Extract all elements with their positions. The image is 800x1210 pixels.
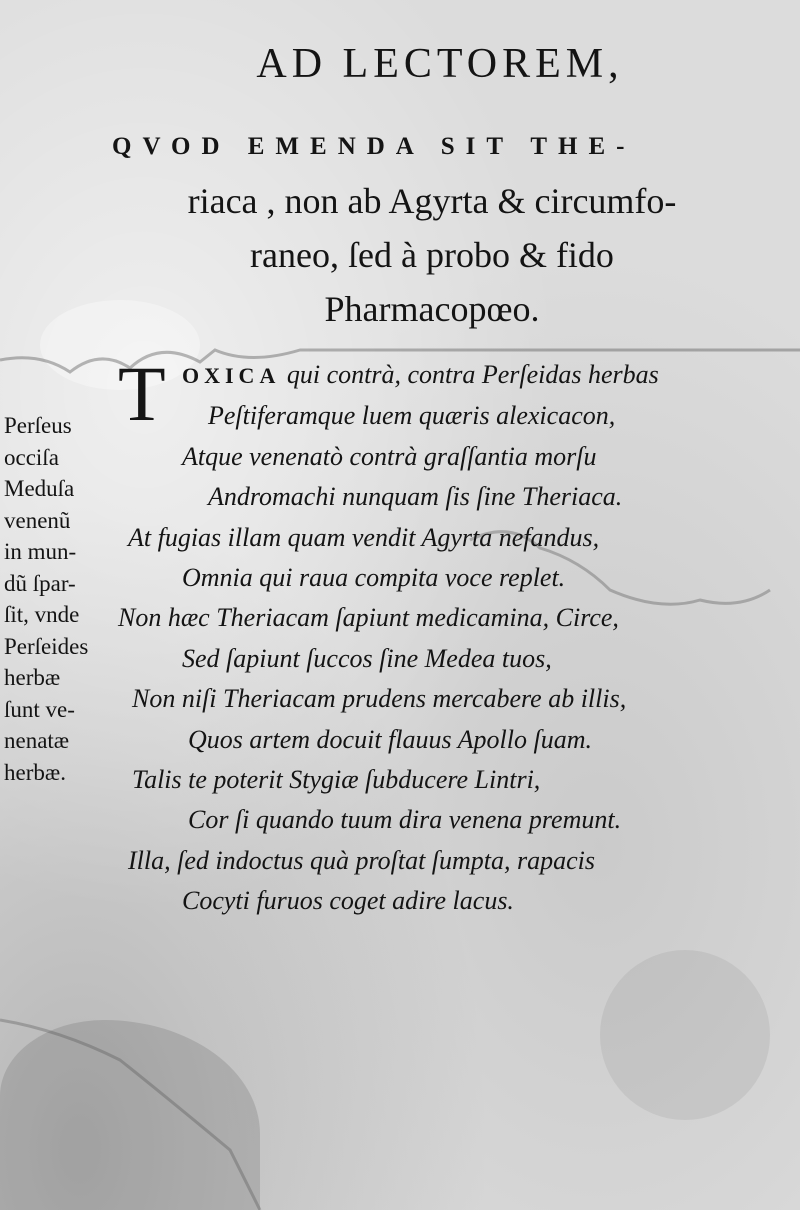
poem-line: Cocyti furuos coget adire lacus. (182, 886, 514, 916)
margin-note-line: dũ ſpar- (4, 570, 76, 596)
poem-line: Non hæc Theriacam ſapiunt medicamina, Circe, (118, 603, 619, 633)
poem-line-1 (118, 355, 778, 396)
poem-line: Non niſi Theriacam prudens mercabere ab illis, (132, 684, 627, 714)
margin-note-line: venenũ (4, 507, 71, 533)
margin-note-line: ſunt ve- (4, 696, 75, 722)
poem-line: Quos artem docuit flauus Apollo ſuam. (188, 724, 592, 754)
poem-line: Illa, ſed indoctus quà proſtat ſumpta, rapacis (128, 845, 596, 875)
margin-note-line: Perſeus (4, 413, 72, 438)
poem (118, 350, 778, 922)
margin-note (4, 410, 124, 788)
margin-note-line: nenatæ (4, 728, 70, 753)
poem-line: Atque venenatò contrà graſſantia morſu (182, 441, 597, 471)
poem-line: Sed ſapiunt ſuccos ſine Medea tuos, (182, 643, 552, 673)
poem-line: Cor ſi quando tuum dira venena premunt. (188, 805, 622, 835)
poem-line: At fugias illam quam vendit Agyrta nefandus, (128, 522, 600, 552)
margin-note-line: ſit, vnde (4, 602, 80, 627)
subtitle-line: raneo, ſed à probo & fido (250, 235, 614, 275)
margin-note-line: Perſeides (4, 633, 89, 659)
poem-line: Talis te poterit Stygiæ ſubducere Lintri, (132, 765, 541, 795)
poem-line-text: qui contrà, contra Perſeidas herbas (286, 360, 659, 389)
poem-first-word: OXICA (182, 363, 281, 388)
subtitle (112, 120, 752, 336)
margin-note-line: herbæ. (4, 759, 66, 785)
margin-note-line: herbæ (4, 665, 61, 690)
margin-note-line: occiſa (4, 444, 59, 470)
margin-note-line: Meduſa (4, 476, 75, 501)
poem-line: Omnia qui raua compita voce replet. (182, 563, 566, 593)
subtitle-line: riaca , non ab Agyrta & circumfo- (187, 181, 677, 221)
drop-cap: T (118, 350, 166, 437)
poem-line: Peſtiferamque luem quæris alexicacon, (208, 401, 616, 431)
page-title: AD LECTOREM, (256, 41, 624, 87)
subtitle-caps-line: QVOD EMENDA SIT THE- (112, 133, 636, 160)
subtitle-line: Pharmacopœo. (324, 289, 540, 329)
margin-note-line: in mun- (4, 539, 77, 564)
poem-line: Andromachi nunquam ſis ſine Theriaca. (208, 482, 623, 512)
